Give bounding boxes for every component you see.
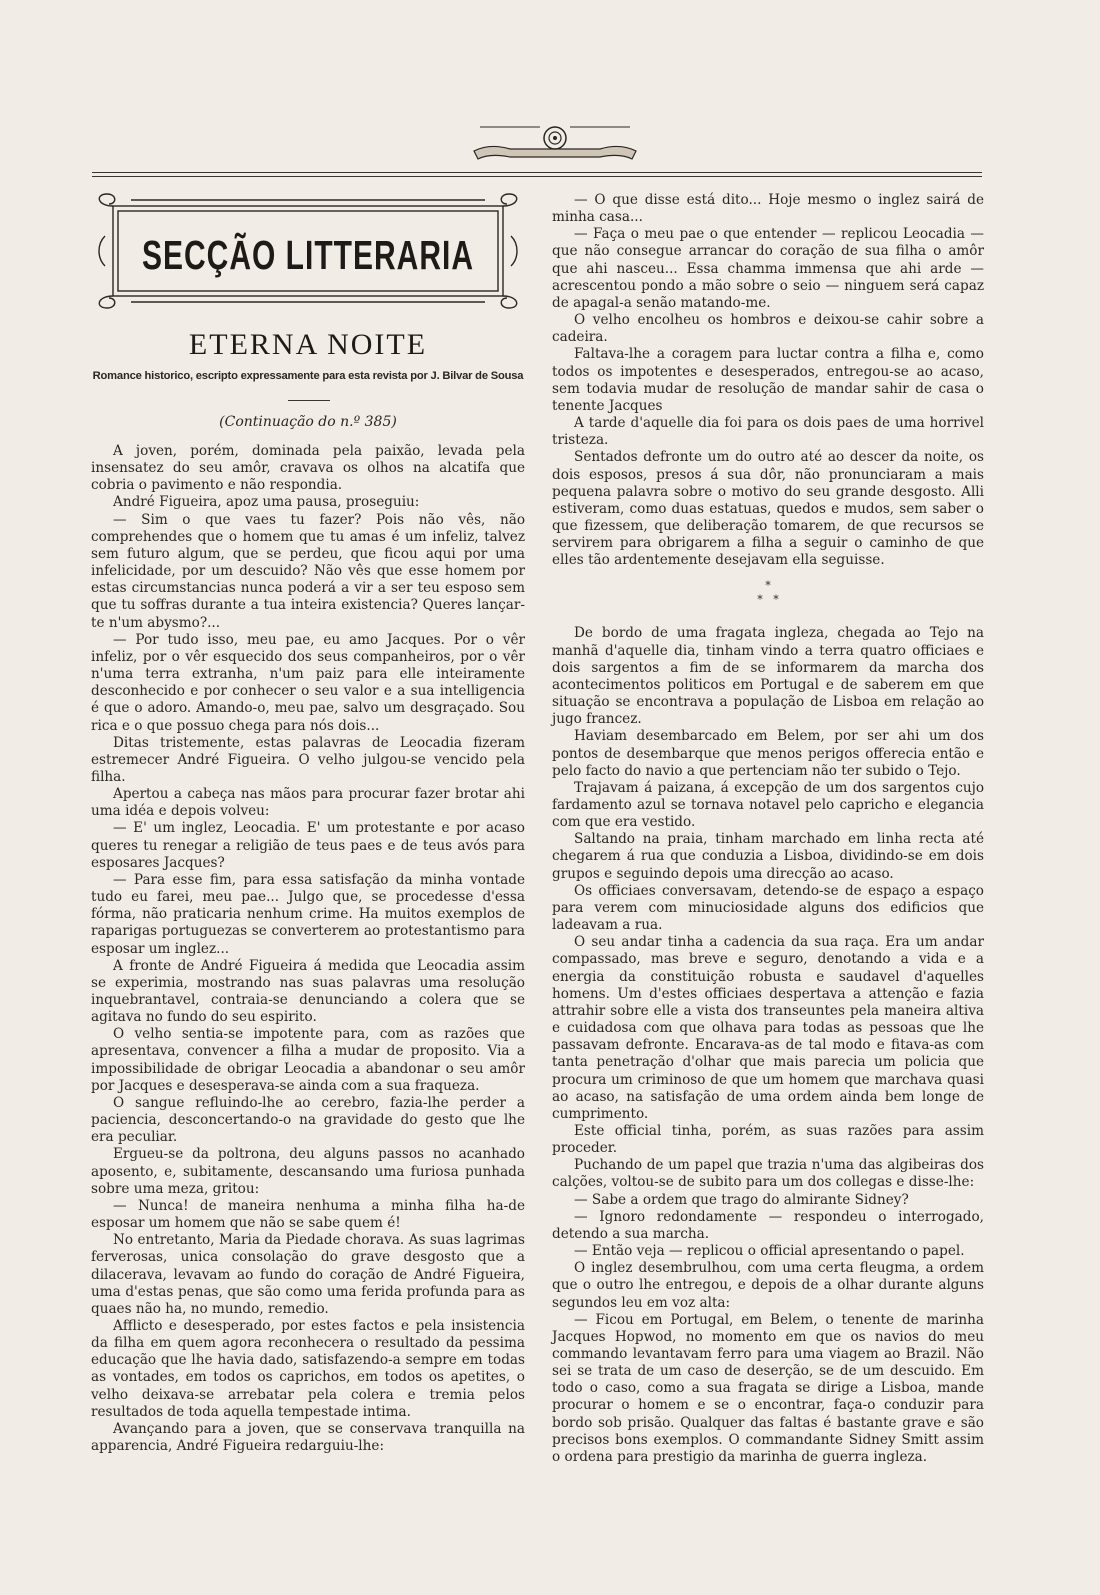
- section-title: SECÇÃO LITTERARIA: [142, 234, 474, 279]
- paragraph: — Nunca! de maneira nenhuma a minha filha ha-de esposar um homem que não se sabe quem é!: [91, 1197, 525, 1232]
- paragraph: A fronte de André Figueira á medida que Leocadia assim se experimia, mostrando nas suas palavras uma resolução inquebrantavel, contraia-se denunciando a colera que se agitava no fundo do seu espirito.: [91, 957, 525, 1026]
- header-rule: [92, 172, 982, 173]
- paragraph: Apertou a cabeça nas mãos para procurar fazer brotar ahi uma idéa e depois volveu:: [91, 786, 525, 820]
- paragraph: — Ignoro redondamente — respondeu o interrogado, detendo a sua marcha.: [552, 1208, 984, 1242]
- paragraph: Sentados defronte um do outro até ao descer da noite, os dois esposos, presos á sua dôr, não pronunciaram a mais pequena palavra sobre o motivo do seu grande desgosto. Alli estiveram, como duas estatuas, quedos e mudos, sem saber o que fizessem, que deliberação tomarem, de que recursos se servirem para obrigarem a filha a seguir o caminho de que elles tão ardentemente desejavam ella seguisse.: [552, 449, 984, 569]
- story-title: ETERNA NOITE: [188, 328, 428, 361]
- story-subtitle: Romance historico, escripto expressamente para esta revista por J. Bilvar de Sousa: [92, 370, 524, 382]
- paragraph: Este official tinha, porém, as suas razões para assim proceder.: [552, 1122, 984, 1157]
- paragraph: O seu andar tinha a cadencia da sua raça. Era um andar compassado, mas breve e seguro, denotando a vida e a energia da constituição robusta e saudavel d'aquelles homens. Um d'estes officiaes despertava a attenção e fazia attrahir sobre elle a vista dos transeuntes pela maneira altiva e cuidadosa com que olhava para todas as pessoas que lhe passavam defronte. Encarava-as de tal modo e fitava-as com tanta penetração d'olhar que mais parecia um policia que procura um criminoso de que um homem que marchava quasi ao acaso, na satisfação de uma ordem ainda bem longe de cumprimento.: [552, 934, 984, 1122]
- paragraph: — Por tudo isso, meu pae, eu amo Jacques. Por o vêr infeliz, por o vêr esquecido dos seus companheiros, por o vêr n'uma terra extranha, n'um paiz para elle inteiramente desconhecido e por conhecer o seu valor e a sua intelligencia é que o adoro. Amando-o, meu pae, salvo um desgraçado. Sou rica e o que possuo chega para nós dois...: [91, 631, 525, 734]
- paragraph: — Sabe a ordem que trago do almirante Sidney?: [574, 1191, 909, 1208]
- paragraph: A tarde d'aquelle dia foi para os dois paes de uma horrivel tristeza.: [552, 415, 984, 449]
- paragraph: Faltava-lhe a coragem para luctar contra a filha e, como todos os impotentes e desesperados, entregou-se ao acaso, sem todavia mudar de resolução de mandar sahir de casa o tenente Jacques: [552, 346, 984, 414]
- paragraph: Haviam desembarcado em Belem, por ser ahi um dos pontos de desembarque que menos perigos offerecia então e pelo facto do navio a que pertenciam não ter subido o Tejo.: [552, 728, 984, 779]
- paragraph: André Figueira, apoz uma pausa, proseguiu:: [113, 494, 420, 511]
- paragraph: O velho encolheu os hombros e deixou-se cahir sobre a cadeira.: [552, 312, 984, 346]
- left-column: [91, 443, 525, 1455]
- paragraph: O sangue refluindo-lhe ao cerebro, fazia-lhe perder a paciencia, desconcertando-o na gravidade do gesto que lhe era peculiar.: [91, 1094, 525, 1146]
- paragraph: No entretanto, Maria da Piedade chorava. As suas lagrimas ferverosas, unica consolação do grave desgosto que a dilacerava, levavam ao fundo do coração de André Figueira, uma d'estas penas, que são como uma ferida profunda para as quaes não ha, no mundo, remedio.: [91, 1232, 525, 1317]
- paragraph: Os officiaes conversavam, detendo-se de espaço a espaço para verem com minuciosidade alguns dos edificios que ladeavam a rua.: [552, 882, 984, 934]
- paragraph: — Para esse fim, para essa satisfação da minha vontade tudo eu farei, meu pae... Julgo que, se procedesse d'essa fórma, não praticaria nenhum crime. Ha muitos exemplos de raparigas portuguezas se converterem ao protestantismo para esposar um inglez...: [91, 871, 525, 957]
- paragraph: O velho sentia-se impotente para, com as razões que apresentava, convencer a filha a mudar de proposito. Via a impossibilidade de obrigar Leocadia a abandonar o seu amôr por Jacques e desesperava-se ainda com a sua fraqueza.: [91, 1026, 525, 1094]
- paragraph: Ditas tristemente, estas palavras de Leocadia fizeram estremecer André Figueira. O velho julgou-se vencido pela filha.: [91, 734, 525, 785]
- continuation-note: (Continuação do n.º 385): [219, 414, 397, 430]
- right-column: [552, 192, 984, 1466]
- paragraph: — O que disse está dito... Hoje mesmo o inglez sairá de minha casa...: [552, 192, 984, 226]
- paragraph: Trajavam á paizana, á excepção de um dos sargentos cujo fardamento azul se tornava notavel pelo capricho e elegancia com que era vestido.: [552, 779, 984, 831]
- paragraph: O inglez desembrulhou, com uma certa fleugma, a ordem que o outro lhe entregou, e depois de a olhar durante alguns segundos leu em voz alta:: [552, 1260, 984, 1311]
- paragraph: — Então veja — replicou o official apresentando o papel.: [574, 1243, 965, 1260]
- paragraph: Saltando na praia, tinham marchado em linha recta até chegarem á rua que conduzia a Lisboa, dividindo-se em dois grupos e seguindo depois uma direcção ao acaso.: [552, 831, 984, 882]
- paragraph: Afflicto e desesperado, por estes factos e pela insistencia da filha em quem agora reconhecera o resultado da pessima educação que lhe havia dado, satisfazendo-a sempre em todas as vontades, em todos os caprichos, em todos os apetites, o velho deixava-se arrebatar pela colera e tremia pelos resultados de toda aquella tempestade intima.: [91, 1317, 525, 1420]
- paragraph: — Ficou em Portugal, em Belem, o tenente de marinha Jacques Hopwod, no momento em que os navios do meu commando levantavam ferro para uma viagem ao Brazil. Não sei se trata de um caso de deserção, se de um descuido. Em todo o caso, como a sua fragata se dirige a Lisboa, mande procurar o homem e se o encontrar, faça-o conduzir para bordo sob prisão. Qualquer das faltas é bastante grave e são precisos bons exemplos. O commandante Sidney Smitt assim o ordena para prestigio da marinha de guerra ingleza.: [552, 1311, 984, 1465]
- asterism-separator: [552, 579, 984, 607]
- paragraph: A joven, porém, dominada pela paixão, levada pela insensatez do seu amôr, cravava os olhos na alcatifa que cobria o pavimento e não respondia.: [91, 443, 525, 494]
- paragraph: Ergueu-se da poltrona, deu alguns passos no acanhado aposento, e, subitamente, descansando uma furiosa punhada sobre uma meza, gritou:: [91, 1146, 525, 1197]
- paragraph: — E' um inglez, Leocadia. E' um protestante e por acaso queres tu renegar a religião de teus paes e de teus avós para esposares Jacques?: [91, 820, 525, 871]
- header-rule: [92, 176, 982, 177]
- paragraph: — Sim o que vaes tu fazer? Pois não vês, não comprehendes que o homem que tu amas é um infeliz, talvez sem futuro algum, que se perdeu, que ficou aqui por uma infelicidade, por um descuido? Não vês que esse homem por estas circumstancias nunca poderá a vir a ser teu esposo sem que tu soffras durante a tua inteira existencia? Queres lançar-te n'um abysmo?...: [91, 511, 525, 631]
- section-banner: [91, 192, 525, 310]
- asterism-top: *: [765, 579, 771, 593]
- masthead-logo: [470, 121, 640, 163]
- divider: [288, 400, 330, 401]
- asterism-bottom: * *: [757, 593, 779, 607]
- paragraph: De bordo de uma fragata ingleza, chegada ao Tejo na manhã d'aquelle dia, tinham vindo a terra quatro officiaes e dois sargentos a fim de se informarem da marcha dos acontecimentos politicos em Portugal e de saberem em que situação se encontrava a população de Lisboa em relação ao jugo francez.: [552, 625, 984, 728]
- paragraph: — Faça o meu pae o que entender — replicou Leocadia — que não consegue arrancar do coração de sua filha o amôr que ahi nasceu... Essa chamma immensa que ahi arde — acrescentou pondo a mão sobre o seio — ninguem será capaz de apagal-a senão matando-me.: [552, 226, 984, 311]
- paragraph: Puchando de um papel que trazia n'uma das algibeiras dos calções, voltou-se de subito para um dos collegas e disse-lhe:: [552, 1157, 984, 1191]
- paragraph: Avançando para a joven, que se conservava tranquilla na apparencia, André Figueira redarguiu-lhe:: [91, 1420, 525, 1455]
